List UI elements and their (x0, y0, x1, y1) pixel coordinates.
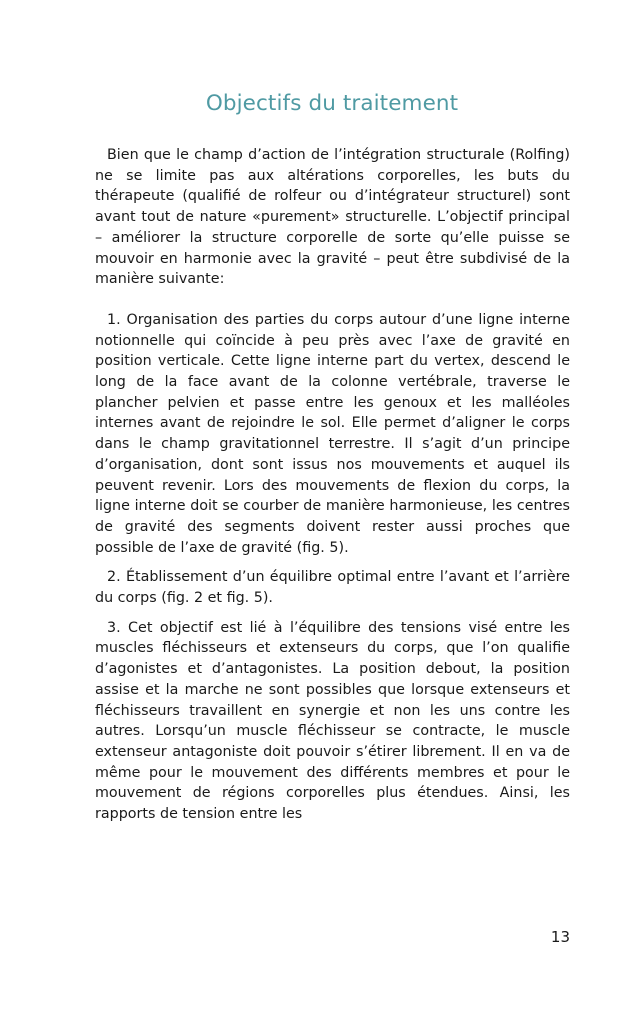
section-title: Objectifs du traitement (205, 91, 459, 117)
objective-item-3: 3. Cet objectif est lié à l’équilibre des tensions visé entre les muscles fléchisseurs et extenseurs du corps, que l’on qualifie d’agonistes et d’antagonistes. La position debout, la position assise et la marche ne sont possibles que lorsque extenseurs et fléchisseurs travaillent en synergie et non les uns contre les autres. Lorsqu’un muscle fléchisseur se contracte, le muscle extenseur antagoniste doit pouvoir s’étirer librement. Il en va de même pour le mouvement des différents membres et pour le mouvement de régions corporelles plus étendues. Ainsi, les rapports de tension entre les (95, 619, 570, 823)
objective-item-1: 1. Organisation des parties du corps autour d’une ligne interne notionnelle qui coïncide à peu près avec l’axe de gravité en position verticale. Cette ligne interne part du vertex, descend le long de la face avant de la colonne vertébrale, traverse le plancher pelvien et passe entre les genoux et les malléoles internes avant de rejoindre le sol. Elle permet d’aligner le corps dans le champ gravitationnel terrestre. Il s’agit d’un principe d’organisation, dont sont issus nos mouvements et auquel ils peuvent revenir. Lors des mouvements de flexion du corps, la ligne interne doit se courber de manière harmonieuse, les centres de gravité des segments doivent rester aussi proches que possible de l’axe de gravité (fig. 5). (95, 311, 570, 556)
objective-item-2: 2. Établissement d’un équilibre optimal entre l’avant et l’arrière du corps (fig. 2 et fig. 5). (95, 569, 570, 607)
body-text (95, 145, 570, 834)
intro-paragraph: Bien que le champ d’action de l’intégration structurale (Rolfing) ne se limite pas aux altérations corporelles, les buts du thérapeute (qualifié de rolfeur ou d’intégrateur structurel) sont avant tout de nature «purement» structurelle. L’objectif principal – améliorer la structure corporelle de sorte qu’elle puisse se mouvoir en harmonie avec la gravité – peut être subdivisé de la manière suivante: (95, 147, 570, 288)
page-number: 13 (550, 928, 570, 946)
